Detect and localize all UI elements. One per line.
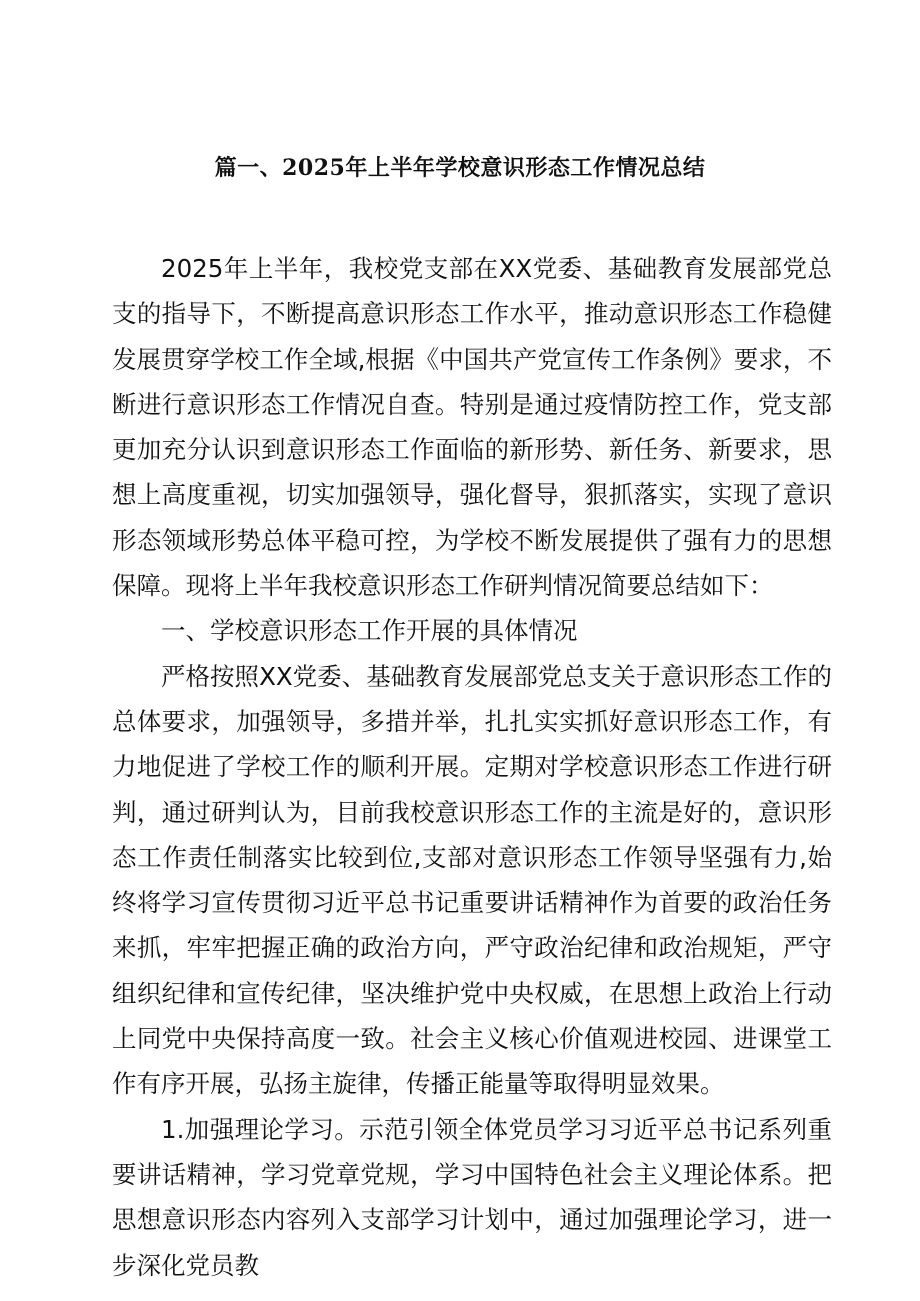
section-paragraph: 严格按照XX党委、基础教育发展部党总支关于意识形态工作的总体要求，加强领导，多措并举，扎扎实实抓好意识形态工作，有力地促进了学校工作的顺利开展。定期对学校意识形态工作进行研判，通过研判认为，目前我校意识形态工作的主流是好的，意识形态工作责任制落实比较到位,支部对意识形态工作领导坚强有力,始终将学习宣传贯彻习近平总书记重要讲话精神作为首要的政治任务来抓，牢牢把握正确的政治方向，严守政治纪律和政治规矩，严守组织纪律和宣传纪律，坚决维护党中央权威，在思想上政治上行动上同党中央保持高度一致。社会主义核心价值观进校园、进课堂工作有序开展，弘扬主旋律，传播正能量等取得明显效果。 bbox=[112, 661, 832, 1099]
document-body bbox=[112, 246, 832, 1288]
list-item-paragraph: 1.加强理论学习。示范引领全体党员学习习近平总书记系列重要讲话精神，学习党章党规，学习中国特色社会主义理论体系。把思想意识形态内容列入支部学习计划中，通过加强理论学习，进一步深化党员教 bbox=[112, 1114, 832, 1280]
intro-paragraph: 2025年上半年，我校党支部在XX党委、基础教育发展部党总支的指导下，不断提高意识形态工作水平，推动意识形态工作稳健发展贯穿学校工作全域,根据《中国共产党宣传工作条例》要求，不断进行意识形态工作情况自查。特别是通过疫情防控工作，党支部更加充分认识到意识形态工作面临的新形势、新任务、新要求，思想上高度重视，切实加强领导，强化督导，狠抓落实，实现了意识形态领域形势总体平稳可控，为学校不断发展提供了强有力的思想保障。现将上半年我校意识形态工作研判情况简要总结如下： bbox=[112, 254, 832, 601]
section-heading: 一、学校意识形态工作开展的具体情况 bbox=[161, 616, 578, 646]
document-title: 篇一、2025年上半年学校意识形态工作情况总结 bbox=[214, 155, 706, 181]
